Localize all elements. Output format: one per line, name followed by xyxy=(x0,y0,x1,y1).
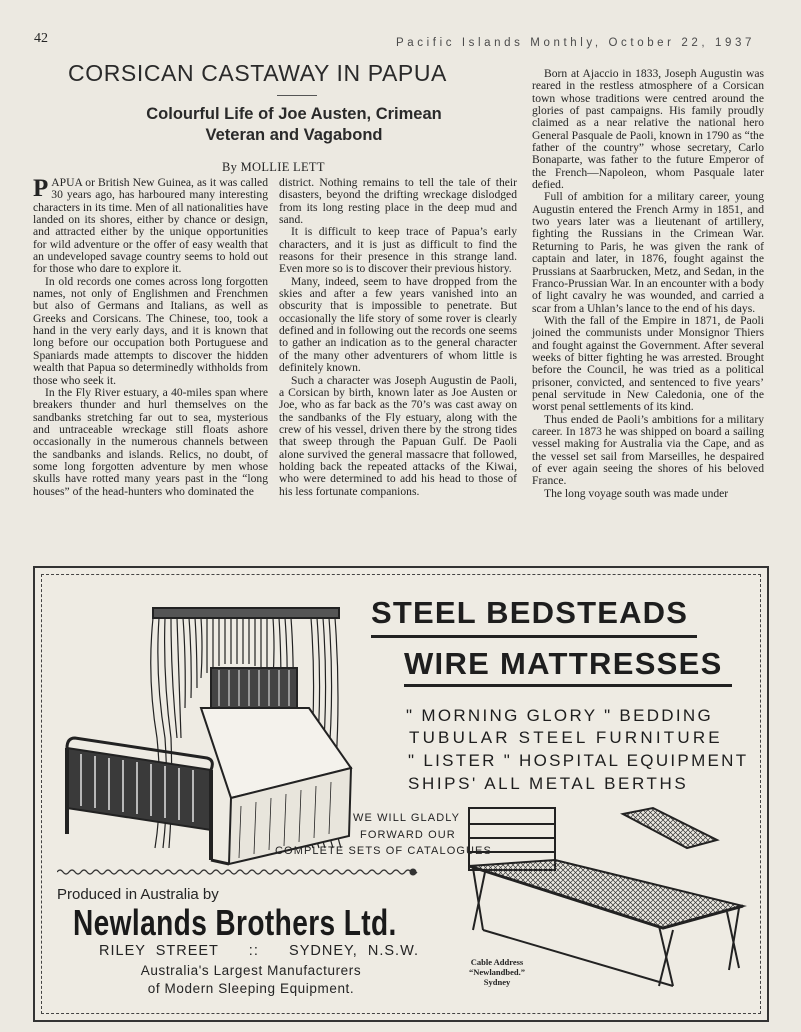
decorative-wavy-rule xyxy=(57,868,419,876)
cable-address xyxy=(463,957,531,987)
ad-headline-wire-mattresses: WIRE MATTRESSES xyxy=(404,646,723,681)
ad-line-hospital: " LISTER " HOSPITAL EQUIPMENT xyxy=(408,751,749,770)
paragraph: Born at Ajaccio in 1833, Joseph Augustin was reared in the restless atmosphere of a Corsican town whose traditions were centred around the glories of past campaigns. His family proudly claimed as a near relative the national hero General Pasquale de Paoli, known in 1790 as “the father of the country” whose secretary, Carlo Bonaparte, was father to the future Emperor of the French—Napoleon, whom Pasquale later defied. xyxy=(532,67,764,192)
article-column-3 xyxy=(532,68,764,500)
produced-line: Produced in Australia by xyxy=(57,886,219,903)
paragraph: Full of ambition for a military career, young Augustin entered the French Army in 1851, and two years later was a lieutenant of artillery, fighting the Russians in the Crimean War. Returning to Paris, he was given the rank of captain and later, in 1876, fought against the Prussians at Saarbrucken, Metz, and Sedan, in the Franco-Prussian War. In an encounter with a body of light cavalry he was wounded, and carried a scar from a Uhlan’s lance to the end of his days. xyxy=(532,190,764,315)
company-name: Newlands Brothers Ltd. xyxy=(73,902,397,943)
paragraph: district. Nothing remains to tell the tale of their disasters, beyond the drifting wreckage dislodged from its long resting place in the deep mud and sand. xyxy=(279,176,517,227)
paragraph: It is difficult to keep trace of Papua’s early characters, and it is just as difficult to find the reasons for their presence in this strange land. Even more so is to discover their previous history. xyxy=(279,225,517,276)
paragraph: Such a character was Joseph Augustin de Paoli, a Corsican by birth, known later as Joe Austen or Joe, who as far back as the 70’s was cast away on the sandbanks of the Fly estuary, along with the crew of his vessel, driven there by the strong tides that sweep through the Papuan Gulf. De Paoli alone survived the general massacre that followed, holding back the repeated attacks of the Kiwai, who were determined to add his head to those of his less fortunate companions. xyxy=(279,373,517,498)
ad-rule xyxy=(404,684,732,687)
catalogue-line: WE WILL GLADLY xyxy=(353,812,461,824)
ad-line-furniture: TUBULAR STEEL FURNITURE xyxy=(409,728,723,747)
paragraph: The long voyage south was made under xyxy=(544,486,729,500)
paragraph: In the Fly River estuary, a 40-miles span where breakers thunder and hurl themselves on the sandbanks stretching far out to sea, mysterious and untraceable wreckage still floats ashore occasionally in the numerous channels between the sandbanks and islands. Relics, no doubt, of some long forgotten adventure by men whose skulls have rotted many years past in the “long houses” of the head-hunters who dominated the xyxy=(33,385,268,498)
running-head: Pacific Islands Monthly, October 22, 1937 xyxy=(396,37,755,49)
subhead-line: Veteran and Vagabond xyxy=(205,126,383,144)
ad-line-berths: SHIPS' ALL METAL BERTHS xyxy=(408,774,689,793)
paragraph: In old records one comes across long forgotten names, not only of Englishmen and Frenchmen but also of Germans and Italians, as well as Greeks and Corsicans. The Chinese, too, took a hand in the very early days, and it is known that long before our occupation both Portuguese and Spaniards made attempts to discover the hidden wealth that Papua so determinedly withholds from those who seek it. xyxy=(33,274,268,387)
tagline-line: Australia's Largest Manufacturers xyxy=(140,963,362,978)
paragraph: Thus ended de Paoli’s ambitions for a military career. In 1873 he was shipped on board a sailing vessel making for Australia via the Cape, and as the vessel set sail from Marseilles, he despaired of ever again seeing the shores of his beloved France. xyxy=(532,412,764,488)
catalogue-line: COMPLETE SETS OF CATALOGUES xyxy=(275,845,492,857)
company-address: RILEY STREET :: SYDNEY, N.S.W. xyxy=(99,943,419,959)
page-number: 42 xyxy=(34,31,48,46)
headline-rule xyxy=(277,95,317,96)
tagline-line: of Modern Sleeping Equipment. xyxy=(147,981,355,996)
article-column-1 xyxy=(33,177,268,498)
ad-headline-steel-bedsteads: STEEL BEDSTEADS xyxy=(371,595,689,630)
catalogue-line: FORWARD OUR xyxy=(360,829,456,841)
ad-line-bedding: " MORNING GLORY " BEDDING xyxy=(406,706,713,725)
cable-line: “Newlandbed.” xyxy=(469,967,525,977)
canopy-bedstead-illustration xyxy=(61,598,371,874)
subhead-line: Colourful Life of Joe Austen, Crimean xyxy=(146,105,442,123)
paragraph xyxy=(33,177,268,276)
article-subhead xyxy=(96,104,492,146)
ad-rule xyxy=(371,635,697,638)
paragraph: Many, indeed, seem to have dropped from the skies and after a few years vanished into an obscurity that is impossible to penetrate. But occasionally the life story of some rover is clearly defined and in following out the records one seems to gather an indication as to the general character of the many other adventurers of whom little is definitely known. xyxy=(279,274,517,375)
company-tagline xyxy=(136,962,366,998)
article-headline: CORSICAN CASTAWAY IN PAPUA xyxy=(68,60,447,86)
byline: By MOLLIE LETT xyxy=(222,160,325,174)
advertisement xyxy=(33,566,769,1022)
paragraph: With the fall of the Empire in 1871, de Paoli joined the communists under Monsignor Thiers and fought against the Government. After several weeks of bitter fighting he was arrested. Brought before the Council, he was tried as a political prisoner, convicted, and sentenced to five years’ penal servitude in New Caledonia, one of the worst penal settlements of its kind. xyxy=(532,313,764,414)
cable-line: Sydney xyxy=(483,977,511,987)
paragraph-text: APUA or British New Guinea, as it was called 30 years ago, has harboured many interesting characters in its time. Men of all nationalities have landed on its shores, either by chance or design, and attracted either by the unique opportunities for wild adventure or the offer of easy wealth that an undeveloped savage country seems to hold out for those who dare to explore it. xyxy=(33,176,268,276)
cable-line: Cable Address xyxy=(470,957,524,967)
article-column-2 xyxy=(279,177,517,498)
drop-cap: P xyxy=(33,175,49,202)
